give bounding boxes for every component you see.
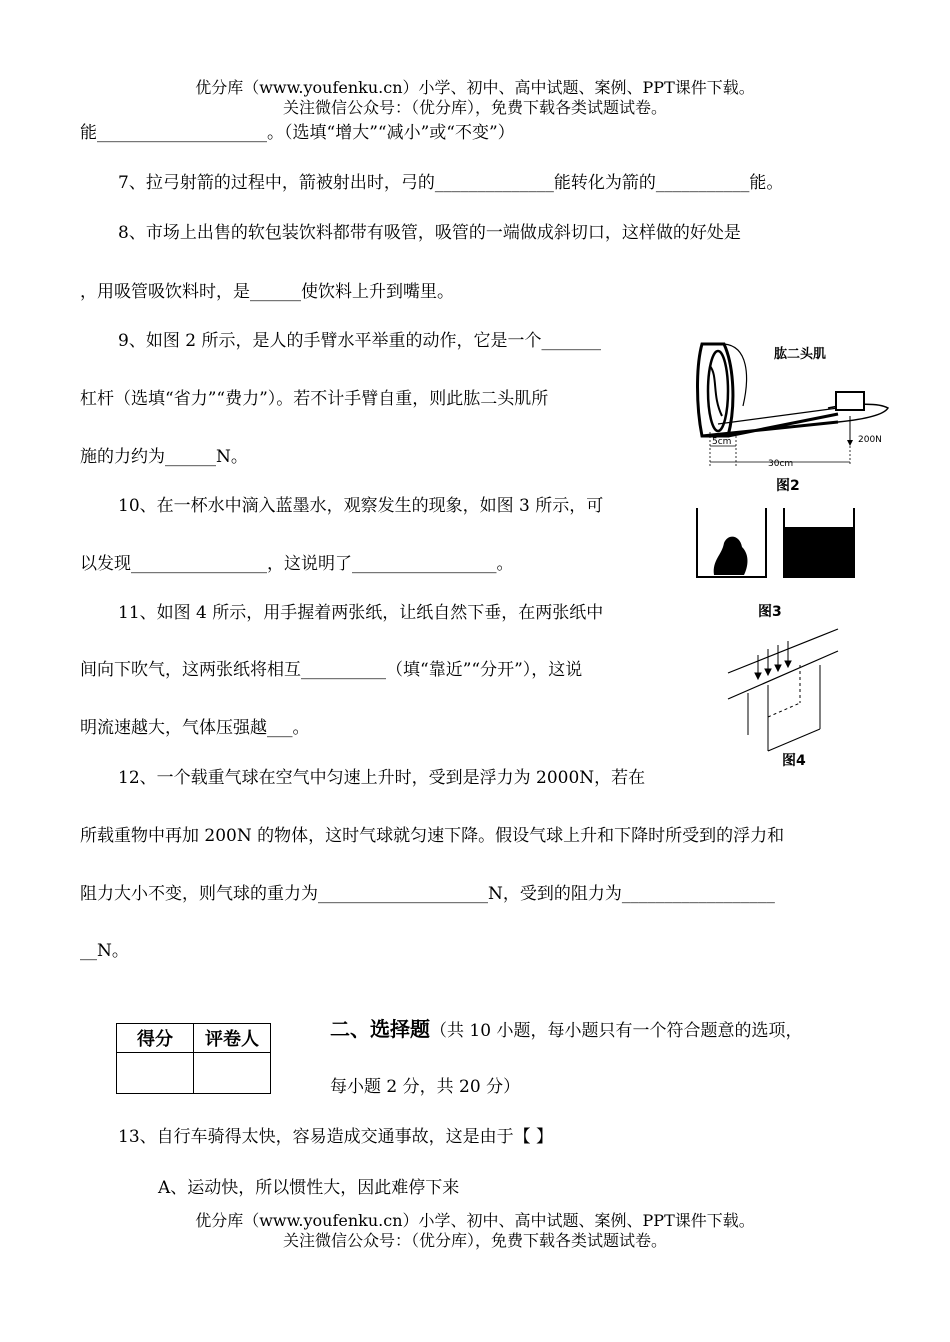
- fig2-caption: 图2: [776, 478, 800, 494]
- question-11-line-1: 11、如图 4 所示，用手握着两张纸，让纸自然下垂，在两张纸中: [118, 603, 604, 623]
- question-10-line-1: 10、在一杯水中滴入蓝墨水，观察发生的现象，如图 3 所示，可: [118, 496, 604, 516]
- grader-cell: [194, 1053, 271, 1094]
- fig4-caption: 图4: [782, 753, 806, 769]
- question-12-line-4: __N。: [80, 941, 129, 961]
- question-13-option-a: A、运动快，所以惯性大，因此难停下来: [158, 1178, 460, 1198]
- fig2-muscle-label: 肱二头肌: [774, 347, 827, 362]
- question-10-line-2: 以发现________________，这说明了_________________。: [80, 554, 514, 574]
- question-8-line-1: 8、市场上出售的软包装饮料都带有吸管，吸管的一端做成斜切口，这样做的好处是: [118, 223, 741, 243]
- question-12-line-3: 阻力大小不变，则气球的重力为____________________N，受到的阻力为__________________: [80, 884, 775, 904]
- score-table: [116, 1023, 271, 1094]
- question-9-line-2: 杠杆（选填“省力”“费力”）。若不计手臂自重，则此肱二头肌所: [80, 389, 549, 409]
- question-9-line-1: 9、如图 2 所示，是人的手臂水平举重的动作，它是一个_______: [118, 331, 601, 351]
- section-2-desc: （共 10 小题，每小题只有一个符合题意的选项，: [430, 1021, 803, 1041]
- section-2-title: 二、选择题: [330, 1017, 430, 1041]
- fig3-caption: 图3: [758, 604, 782, 620]
- header-line-2: 关注微信公众号：（优分库），免费下载各类试题试卷。: [282, 98, 667, 117]
- footer-line-2: 关注微信公众号：（优分库），免费下载各类试题试卷。: [282, 1231, 667, 1250]
- question-12-line-2: 所载重物中再加 200N 的物体，这时气球就匀速下降。假设气球上升和下降时所受到的浮力和: [80, 826, 785, 846]
- section-2-heading: [330, 1016, 802, 1044]
- question-11-line-3: 明流速越大，气体压强越___。: [80, 718, 310, 738]
- footer-line-1: 优分库（www.youfenku.cn）小学、初中、高中试题、案例、PPT课件下载。: [195, 1211, 755, 1230]
- question-13: 13、自行车骑得太快，容易造成交通事故，这是由于【 】: [118, 1127, 554, 1147]
- question-7: 7、拉弓射箭的过程中，箭被射出时，弓的______________能转化为箭的___________能。: [118, 173, 784, 193]
- fig2-5cm-label: 5cm: [712, 437, 732, 447]
- figure-3-beakers: [694, 505, 864, 625]
- figure-4-papers: [720, 625, 850, 775]
- header-line-1: 优分库（www.youfenku.cn）小学、初中、高中试题、案例、PPT课件下载。: [195, 78, 755, 97]
- score-cell: [117, 1053, 194, 1094]
- grader-header: 评卷人: [194, 1024, 271, 1053]
- question-11-line-2: 间向下吹气，这两张纸将相互__________（填“靠近”“分开”），这说: [80, 660, 583, 680]
- figure-2-arm: [688, 336, 898, 496]
- question-8-line-2: ，用吸管吸饮料时，是______使饮料上升到嘴里。: [80, 282, 454, 302]
- section-2-desc-line-2: 每小题 2 分，共 20 分）: [330, 1077, 521, 1097]
- fig2-30cm-label: 30cm: [768, 459, 794, 469]
- q6-continuation: 能____________________。（选填“增大”“减小”或“不变”）: [80, 123, 515, 143]
- fig2-200n-label: 200N: [858, 435, 882, 445]
- question-12-line-1: 12、一个载重气球在空气中匀速上升时，受到是浮力为 2000N，若在: [118, 768, 646, 788]
- score-header: 得分: [117, 1024, 194, 1053]
- question-9-line-3: 施的力约为______N。: [80, 447, 248, 467]
